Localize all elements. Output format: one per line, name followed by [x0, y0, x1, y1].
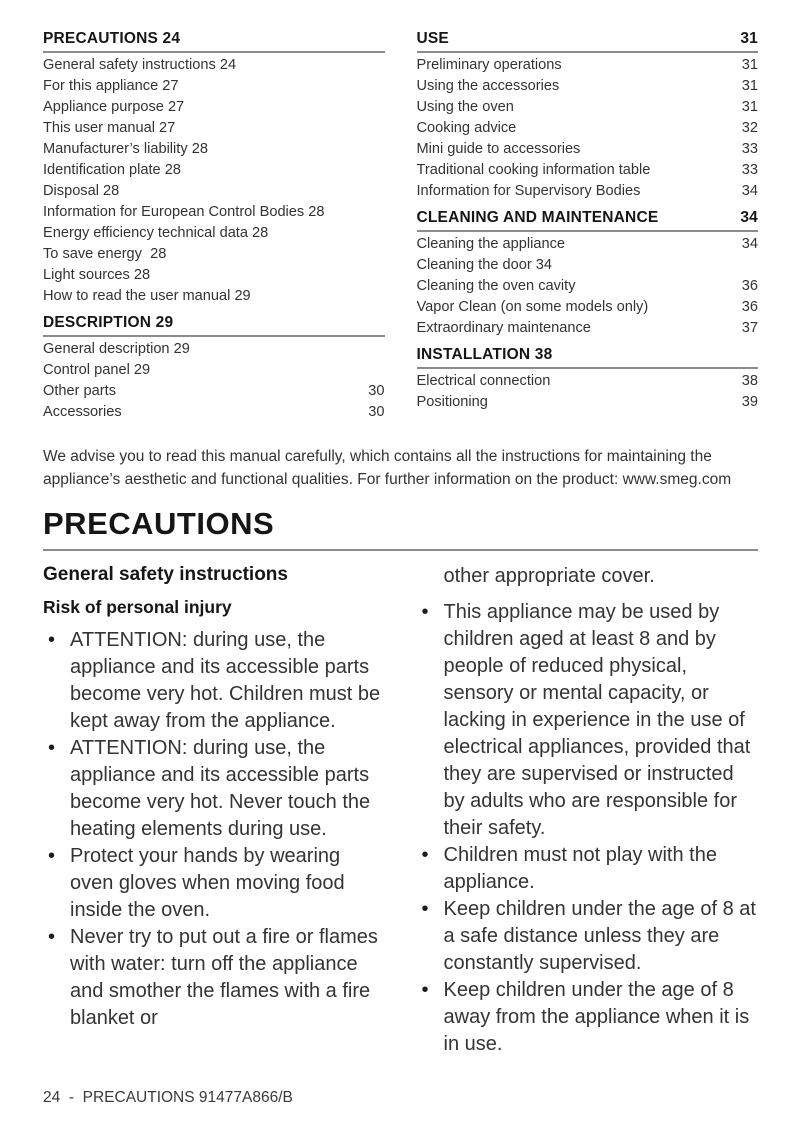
toc-entry — [43, 55, 385, 76]
toc-entry — [43, 265, 385, 286]
toc-entry — [43, 360, 385, 381]
toc-section-title: USE — [416, 30, 449, 47]
toc-entry-label: Using the oven — [416, 99, 514, 115]
toc-entry-label: Positioning — [416, 394, 488, 410]
toc-entry — [417, 276, 759, 297]
toc-entry-label: Appliance purpose 27 — [43, 99, 185, 115]
toc-entry-label: Light sources 28 — [43, 267, 151, 283]
toc-entry-label: Information for Supervisory Bodies — [416, 183, 641, 199]
bullet-list-left — [43, 627, 385, 1032]
toc-entry-page: 36 — [741, 278, 758, 294]
continuation-text: other appropriate cover. — [443, 565, 655, 587]
toc-entry-label: Preliminary operations — [416, 57, 562, 73]
toc-entry — [43, 223, 385, 244]
toc-entry-label: Using the accessories — [416, 78, 560, 94]
toc-entry-label: Manufacturer’s liability 28 — [43, 141, 208, 157]
toc-entry-page: 38 — [741, 373, 758, 389]
toc-entry-page: 31 — [741, 78, 758, 94]
toc-section-header — [43, 30, 385, 53]
toc-entry-page: 30 — [368, 404, 385, 420]
toc-entry-label: Accessories — [43, 404, 122, 420]
toc-section-title: PRECAUTIONS 24 — [43, 30, 181, 47]
bullet-list-right — [417, 599, 759, 1058]
toc-column-left — [43, 30, 385, 423]
toc-entry — [417, 55, 759, 76]
intro-paragraph: We advise you to read this manual carefully, which contains all the instructions for maintaining the appliance’s aesthetic and functional qualities. For further information on the product: www.smeg.com — [43, 448, 732, 488]
toc-section-header — [417, 346, 759, 369]
list-item: • ATTENTION: during use, the appliance and its accessible parts become very hot. Children must be kept away from the appliance. — [43, 627, 385, 735]
toc-entry-page: 33 — [741, 141, 758, 157]
toc-section-title: INSTALLATION 38 — [416, 346, 553, 363]
toc-section-title: DESCRIPTION 29 — [43, 314, 174, 331]
toc-entry-page: 34 — [741, 236, 758, 252]
toc-entry-label: Cleaning the door 34 — [416, 257, 552, 273]
toc-entry-label: Other parts — [43, 383, 116, 399]
toc-entry-label: Identification plate 28 — [43, 162, 181, 178]
toc-entry-page: 32 — [741, 120, 758, 136]
toc-entry-label: Vapor Clean (on some models only) — [416, 299, 649, 315]
toc-entry-page: 30 — [368, 383, 385, 399]
list-item: • Children must not play with the appliance. — [417, 842, 759, 896]
toc-entry — [43, 181, 385, 202]
toc-entry-label: This user manual 27 — [43, 120, 176, 136]
toc-entry — [417, 97, 759, 118]
page-footer: 24 - PRECAUTIONS 91477A866/B — [43, 1089, 293, 1106]
toc-section-page: 31 — [740, 30, 758, 47]
toc-entry-label: For this appliance 27 — [43, 78, 179, 94]
toc-section-header — [417, 30, 759, 53]
toc-entry — [43, 160, 385, 181]
toc-entry-label: Control panel 29 — [43, 362, 151, 378]
toc-entry-label: Extraordinary maintenance — [416, 320, 591, 336]
page-title: PRECAUTIONS — [43, 506, 275, 541]
toc-entry-label: Cleaning the appliance — [416, 236, 565, 252]
toc-entry-page: 37 — [741, 320, 758, 336]
section-subheading: Risk of personal injury — [43, 597, 232, 617]
list-item: • ATTENTION: during use, the appliance and its accessible parts become very hot. Never touch the heating elements during use. — [43, 735, 385, 843]
toc-entry-label: Disposal 28 — [43, 183, 120, 199]
toc-entry — [43, 118, 385, 139]
toc-entry-label: General description 29 — [43, 341, 190, 357]
toc-entry — [417, 297, 759, 318]
toc-entry-page: 39 — [741, 394, 758, 410]
toc-entry-label: Traditional cooking information table — [416, 162, 651, 178]
toc-entry — [43, 339, 385, 360]
toc-entry — [417, 318, 759, 339]
toc-entry-page: 33 — [741, 162, 758, 178]
toc-entry — [43, 139, 385, 160]
toc-section-header — [417, 209, 759, 232]
toc-entry — [43, 402, 385, 423]
toc-entry — [417, 160, 759, 181]
toc-entry-page: 34 — [741, 183, 758, 199]
title-rule — [43, 549, 758, 551]
toc-column-right — [417, 30, 759, 423]
table-of-contents — [43, 30, 758, 423]
toc-entry-label: To save energy 28 — [43, 246, 167, 262]
toc-entry-page: 31 — [741, 99, 758, 115]
toc-entry — [417, 181, 759, 202]
toc-entry — [43, 202, 385, 223]
toc-entry — [417, 139, 759, 160]
toc-entry-label: Cooking advice — [416, 120, 517, 136]
toc-entry — [417, 76, 759, 97]
toc-entry-label: Information for European Control Bodies 28 — [43, 204, 325, 220]
list-item: • Never try to put out a fire or flames with water: turn off the appliance and smother the flames with a fire blanket or — [43, 924, 385, 1032]
toc-entry — [43, 97, 385, 118]
toc-entry-label: How to read the user manual 29 — [43, 288, 251, 304]
toc-entry-page: 36 — [741, 299, 758, 315]
body-columns — [43, 563, 758, 1058]
list-item: • Protect your hands by wearing oven gloves when moving food inside the oven. — [43, 843, 385, 924]
body-column-left — [43, 563, 385, 1058]
toc-section-page: 34 — [740, 209, 758, 226]
toc-entry — [43, 286, 385, 307]
body-column-right — [417, 563, 759, 1058]
section-heading: General safety instructions — [43, 564, 288, 585]
toc-entry — [417, 118, 759, 139]
toc-entry — [417, 371, 759, 392]
toc-entry — [417, 392, 759, 413]
toc-entry-label: Electrical connection — [416, 373, 551, 389]
list-item: • This appliance may be used by children aged at least 8 and by people of reduced physical, sensory or mental capacity, or lacking in experience in the use of electrical appliances, provided that they are supervised or instructed by adults who are responsible for their safety. — [417, 599, 759, 842]
toc-entry-label: Mini guide to accessories — [416, 141, 581, 157]
list-item: • Keep children under the age of 8 at a safe distance unless they are constantly supervised. — [417, 896, 759, 977]
toc-entry-label: General safety instructions 24 — [43, 57, 237, 73]
toc-section-title: CLEANING AND MAINTENANCE — [416, 209, 659, 226]
toc-entry-label: Cleaning the oven cavity — [416, 278, 576, 294]
toc-entry — [43, 244, 385, 265]
toc-section-header — [43, 314, 385, 337]
toc-entry — [43, 76, 385, 97]
toc-entry — [417, 255, 759, 276]
toc-entry-page: 31 — [741, 57, 758, 73]
list-item: • Keep children under the age of 8 away from the appliance when it is in use. — [417, 977, 759, 1058]
toc-entry — [417, 234, 759, 255]
toc-entry-label: Energy efficiency technical data 28 — [43, 225, 269, 241]
toc-entry — [43, 381, 385, 402]
